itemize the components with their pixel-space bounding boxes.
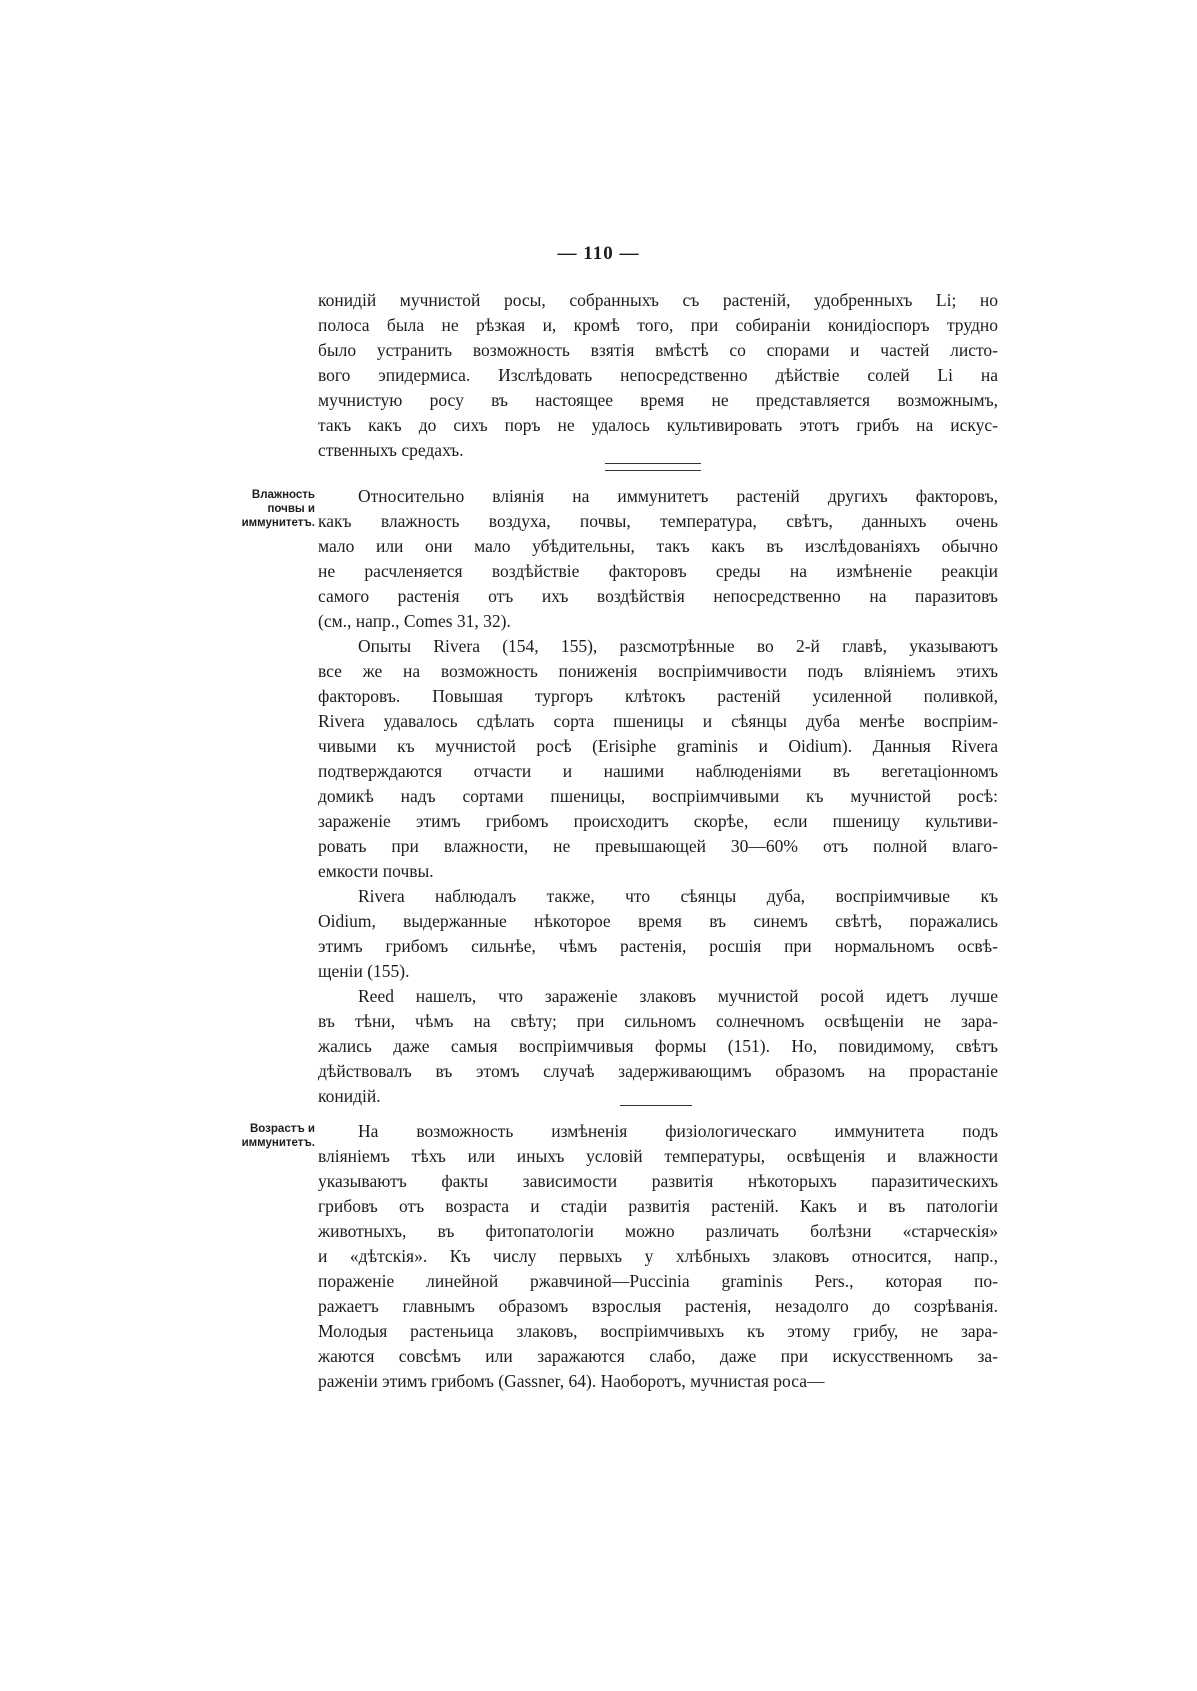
text-line: вліяніемъ тѣхъ или иныхъ условій температуры, освѣщенія и влажности: [318, 1146, 998, 1166]
section-divider: [605, 470, 701, 471]
text-line: подтверждаются отчасти и нашими наблюденіями въ вегетаціонномъ: [318, 761, 998, 781]
margin-note-line: Влажность: [251, 489, 315, 501]
text-line: Reed нашелъ, что зараженіе злаковъ мучнистой росой идетъ лучше: [358, 986, 998, 1006]
text-line: какъ влажность воздуха, почвы, температура, свѣтъ, данныхъ очень: [318, 511, 998, 531]
text-line: Rivera удавалось сдѣлать сорта пшеницы и сѣянцы дуба менѣе воспріим-: [318, 711, 998, 731]
text-line: все же на возможность пониженія воспріимчивости подъ вліяніемъ этихъ: [318, 661, 998, 681]
text-line: домикѣ надъ сортами пшеницы, воспріимчивыми къ мучнистой росѣ:: [318, 786, 998, 806]
text-line: и «дѣтскія». Къ числу первыхъ у хлѣбныхъ злаковъ относится, напр.,: [318, 1246, 998, 1266]
text-line: дѣйствовалъ въ этомъ случаѣ задерживающимъ образомъ на прорастаніе: [318, 1061, 998, 1081]
section-humidity-immunity: [318, 484, 998, 1109]
text-line: жаются совсѣмъ или заражаются слабо, даже при искусственномъ за-: [318, 1346, 998, 1366]
text-line: Молодыя растеньица злаковъ, воспріимчивыхъ къ этому грибу, не зара-: [318, 1321, 998, 1341]
text-line: Oidium, выдержанные нѣкоторое время въ синемъ свѣтѣ, поражались: [318, 911, 998, 931]
margin-note-line: иммунитетъ.: [241, 1137, 315, 1149]
text-line: грибовъ отъ возраста и стадіи развитія растеній. Какъ и въ патологіи: [318, 1196, 998, 1216]
text-line: щеніи (155).: [318, 961, 410, 981]
section-divider: [620, 1105, 692, 1106]
text-line: мучнистую росу въ настоящее время не представляется возможнымъ,: [318, 390, 998, 410]
section-age-immunity: [318, 1119, 998, 1394]
text-line: Rivera наблюдалъ также, что сѣянцы дуба, воспріимчивые къ: [358, 886, 998, 906]
text-line: ственныхъ средахъ.: [318, 440, 464, 460]
margin-note-age: [205, 1122, 315, 1150]
text-line: конидій.: [318, 1086, 381, 1106]
text-line: вого эпидермиса. Изслѣдовать непосредственно дѣйствіе солей Li на: [318, 365, 998, 385]
text-line: зараженіе этимъ грибомъ происходитъ скорѣе, если пшеницу культиви-: [318, 811, 998, 831]
text-line: раженіи этимъ грибомъ (Gassner, 64). Наоборотъ, мучнистая роса—: [318, 1371, 825, 1391]
margin-note-humidity: [205, 488, 315, 530]
text-line: (см., напр., Comes 31, 32).: [318, 611, 511, 631]
text-line: этимъ грибомъ сильнѣе, чѣмъ растенія, росшія при нормальномъ освѣ-: [318, 936, 998, 956]
text-line: такъ какъ до сихъ поръ не удалось культивировать этотъ грибъ на искус-: [318, 415, 998, 435]
text-line: конидій мучнистой росы, собранныхъ съ растеній, удобренныхъ Li; но: [318, 290, 998, 310]
text-line: Опыты Rivera (154, 155), разсмотрѣнные во 2-й главѣ, указываютъ: [358, 636, 998, 656]
page-number: — 110 —: [557, 243, 640, 264]
text-line: ровать при влажности, не превышающей 30—60% отъ полной влаго-: [318, 836, 998, 856]
section-divider: [605, 463, 701, 464]
text-line: животныхъ, въ фитопатологіи можно различать болѣзни «старческія»: [318, 1221, 998, 1241]
margin-note-line: иммунитетъ.: [241, 517, 315, 529]
text-line: Относительно вліянія на иммунитетъ растеній другихъ факторовъ,: [358, 486, 998, 506]
text-line: жались даже самыя воспріимчивыя формы (151). Но, повидимому, свѣтъ: [318, 1036, 998, 1056]
text-line: самого растенія отъ ихъ воздѣйствія непосредственно на паразитовъ: [318, 586, 998, 606]
text-line: факторовъ. Повышая тургоръ клѣтокъ растеній усиленной поливкой,: [318, 686, 998, 706]
text-line: пораженіе линейной ржавчиной—Puccinia graminis Pers., которая по-: [318, 1271, 998, 1291]
margin-note-line: почвы и: [267, 503, 315, 515]
text-line: указываютъ факты зависимости развитія нѣкоторыхъ паразитическихъ: [318, 1171, 998, 1191]
text-line: чивыми къ мучнистой росѣ (Erisiphe graminis и Oidium). Данныя Rivera: [318, 736, 998, 756]
text-line: ражаетъ главнымъ образомъ взрослыя растенія, незадолго до созрѣванія.: [318, 1296, 998, 1316]
text-line: полоса была не рѣзкая и, кромѣ того, при собираніи конидіоспоръ трудно: [318, 315, 998, 335]
text-line: въ тѣни, чѣмъ на свѣту; при сильномъ солнечномъ освѣщеніи не зара-: [318, 1011, 998, 1031]
text-line: мало или они мало убѣдительны, такъ какъ въ изслѣдованіяхъ обычно: [318, 536, 998, 556]
text-line: емкости почвы.: [318, 861, 434, 881]
text-line: не расчленяется воздѣйствіе факторовъ среды на измѣненіе реакціи: [318, 561, 998, 581]
text-line: На возможность измѣненія физіологическаго иммунитета подъ: [358, 1121, 998, 1141]
text-line: было устранить возможность взятія вмѣстѣ со спорами и частей листо-: [318, 340, 998, 360]
paragraph-block: [318, 288, 998, 463]
margin-note-line: Возрастъ и: [250, 1123, 315, 1135]
